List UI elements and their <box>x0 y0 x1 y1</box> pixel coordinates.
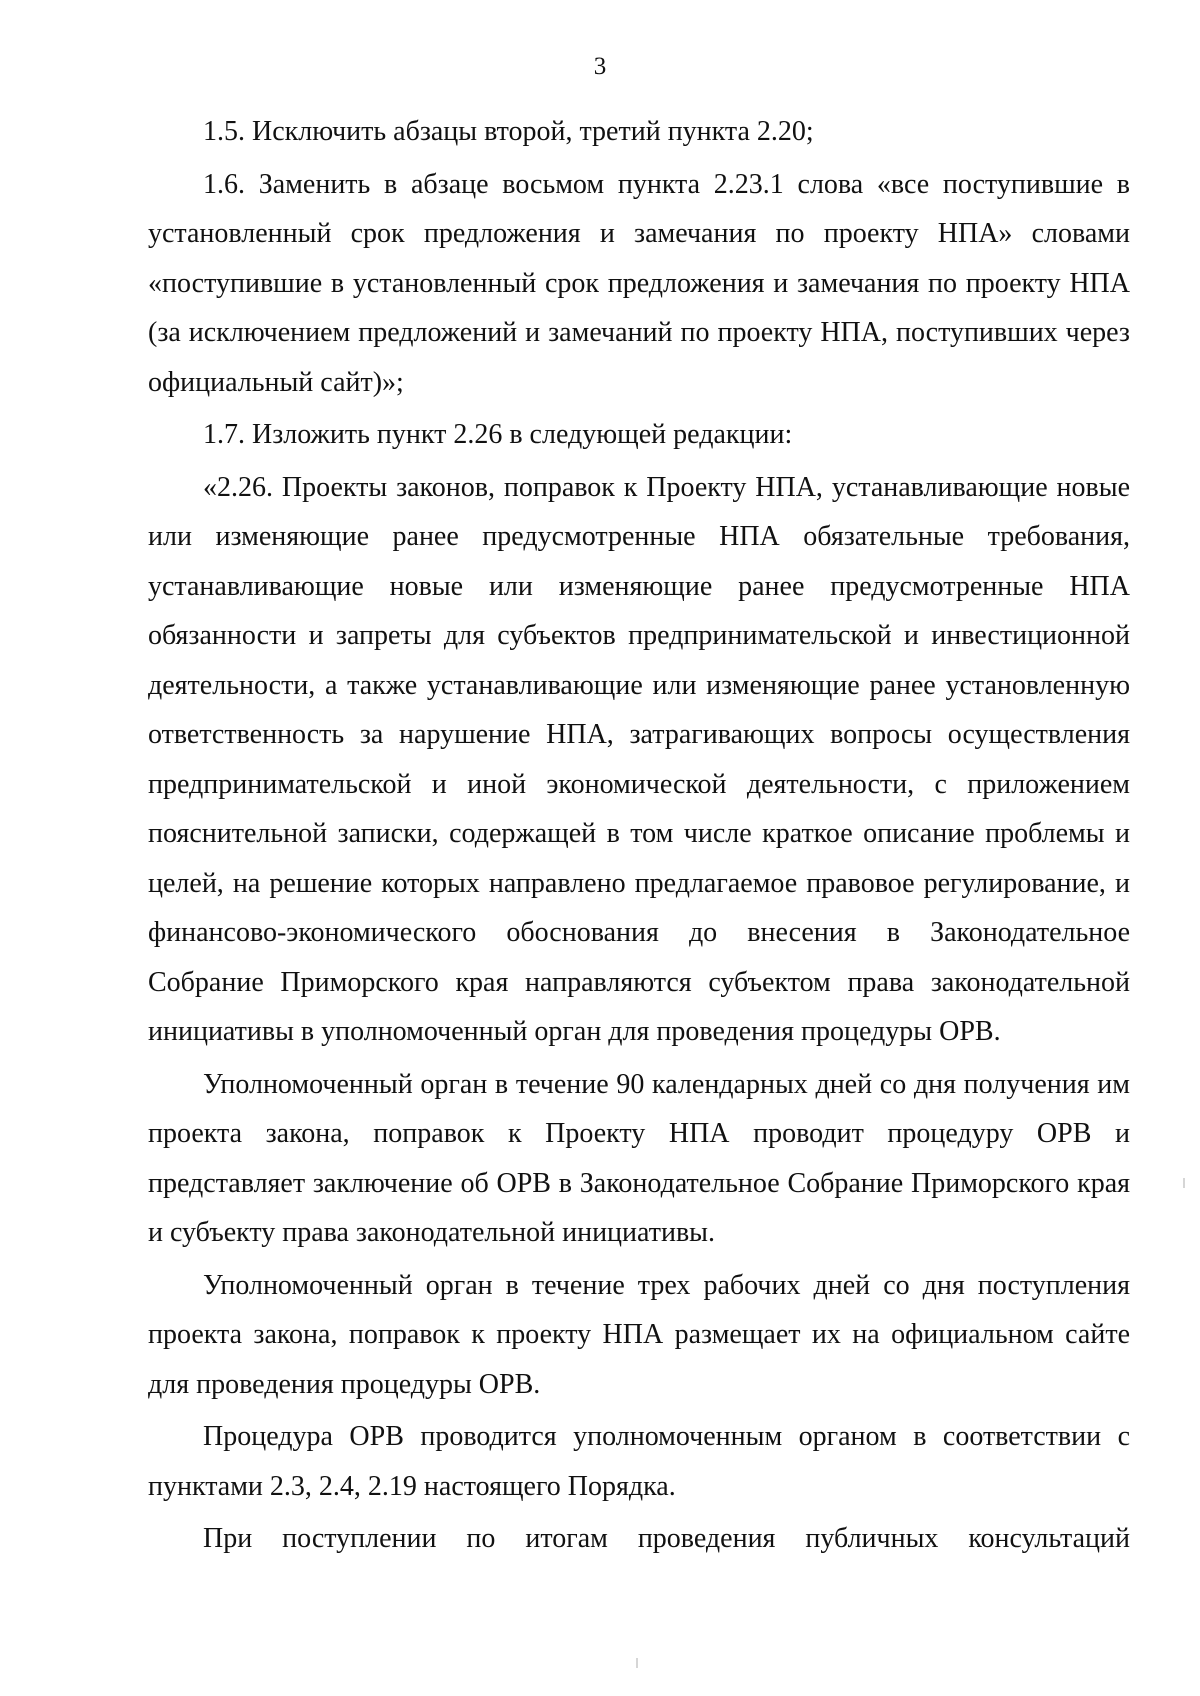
paragraph-1-5: 1.5. Исключить абзацы второй, третий пункта 2.20; <box>203 116 814 147</box>
document-body <box>148 107 1130 1564</box>
paragraph-1-6: 1.6. Заменить в абзаце восьмом пункта 2.23.1 слова «все поступившие в установленный срок предложения и замечания по проекту НПА» словами «поступившие в установленный срок предложения и замечания по проекту НПА (за исключением предложений и замечаний по проекту НПА, поступивших через официальный сайт)»; <box>148 168 1130 398</box>
scan-artifact <box>1183 1178 1185 1188</box>
paragraph-1-7: 1.7. Изложить пункт 2.26 в следующей редакции: <box>203 419 793 450</box>
scan-artifact <box>636 1658 638 1668</box>
page-number: 3 <box>593 53 607 80</box>
paragraph-public-consultations: При поступлении по итогам проведения публичных консультаций <box>203 1523 1130 1554</box>
paragraph-2-26: «2.26. Проекты законов, поправок к Проекту НПА, устанавливающие новые или изменяющие ранее предусмотренные НПА обязательные требования, устанавливающие новые или изменяющие ранее предусмотренные НПА обязанности и запреты для субъектов предпринимательской и инвестиционной деятельности, а также устанавливающие или изменяющие ранее установленную ответственность за нарушение НПА, затрагивающих вопросы осуществления предпринимательской и иной экономической деятельности, с приложением пояснительной записки, содержащей в том числе краткое описание проблемы и целей, на решение которых направлено предлагаемое правовое регулирование, и финансово-экономического обоснования до внесения в Законодательное Собрание Приморского края направляются субъектом права законодательной инициативы в уполномоченный орган для проведения процедуры ОРВ. <box>148 471 1130 1047</box>
paragraph-authorized-body-3-days: Уполномоченный орган в течение трех рабочих дней со дня поступления проекта закона, поправок к проекту НПА размещает их на официальном сайте для проведения процедуры ОРВ. <box>148 1269 1130 1400</box>
paragraph-procedure-orv: Процедура ОРВ проводится уполномоченным органом в соответствии с пунктами 2.3, 2.4, 2.19 настоящего Порядка. <box>148 1421 1130 1502</box>
paragraph-authorized-body-90-days: Уполномоченный орган в течение 90 календарных дней со дня получения им проекта закона, поправок к Проекту НПА проводит процедуру ОРВ и представляет заключение об ОРВ в Законодательное Собрание Приморского края и субъекту права законодательной инициативы. <box>148 1068 1130 1248</box>
